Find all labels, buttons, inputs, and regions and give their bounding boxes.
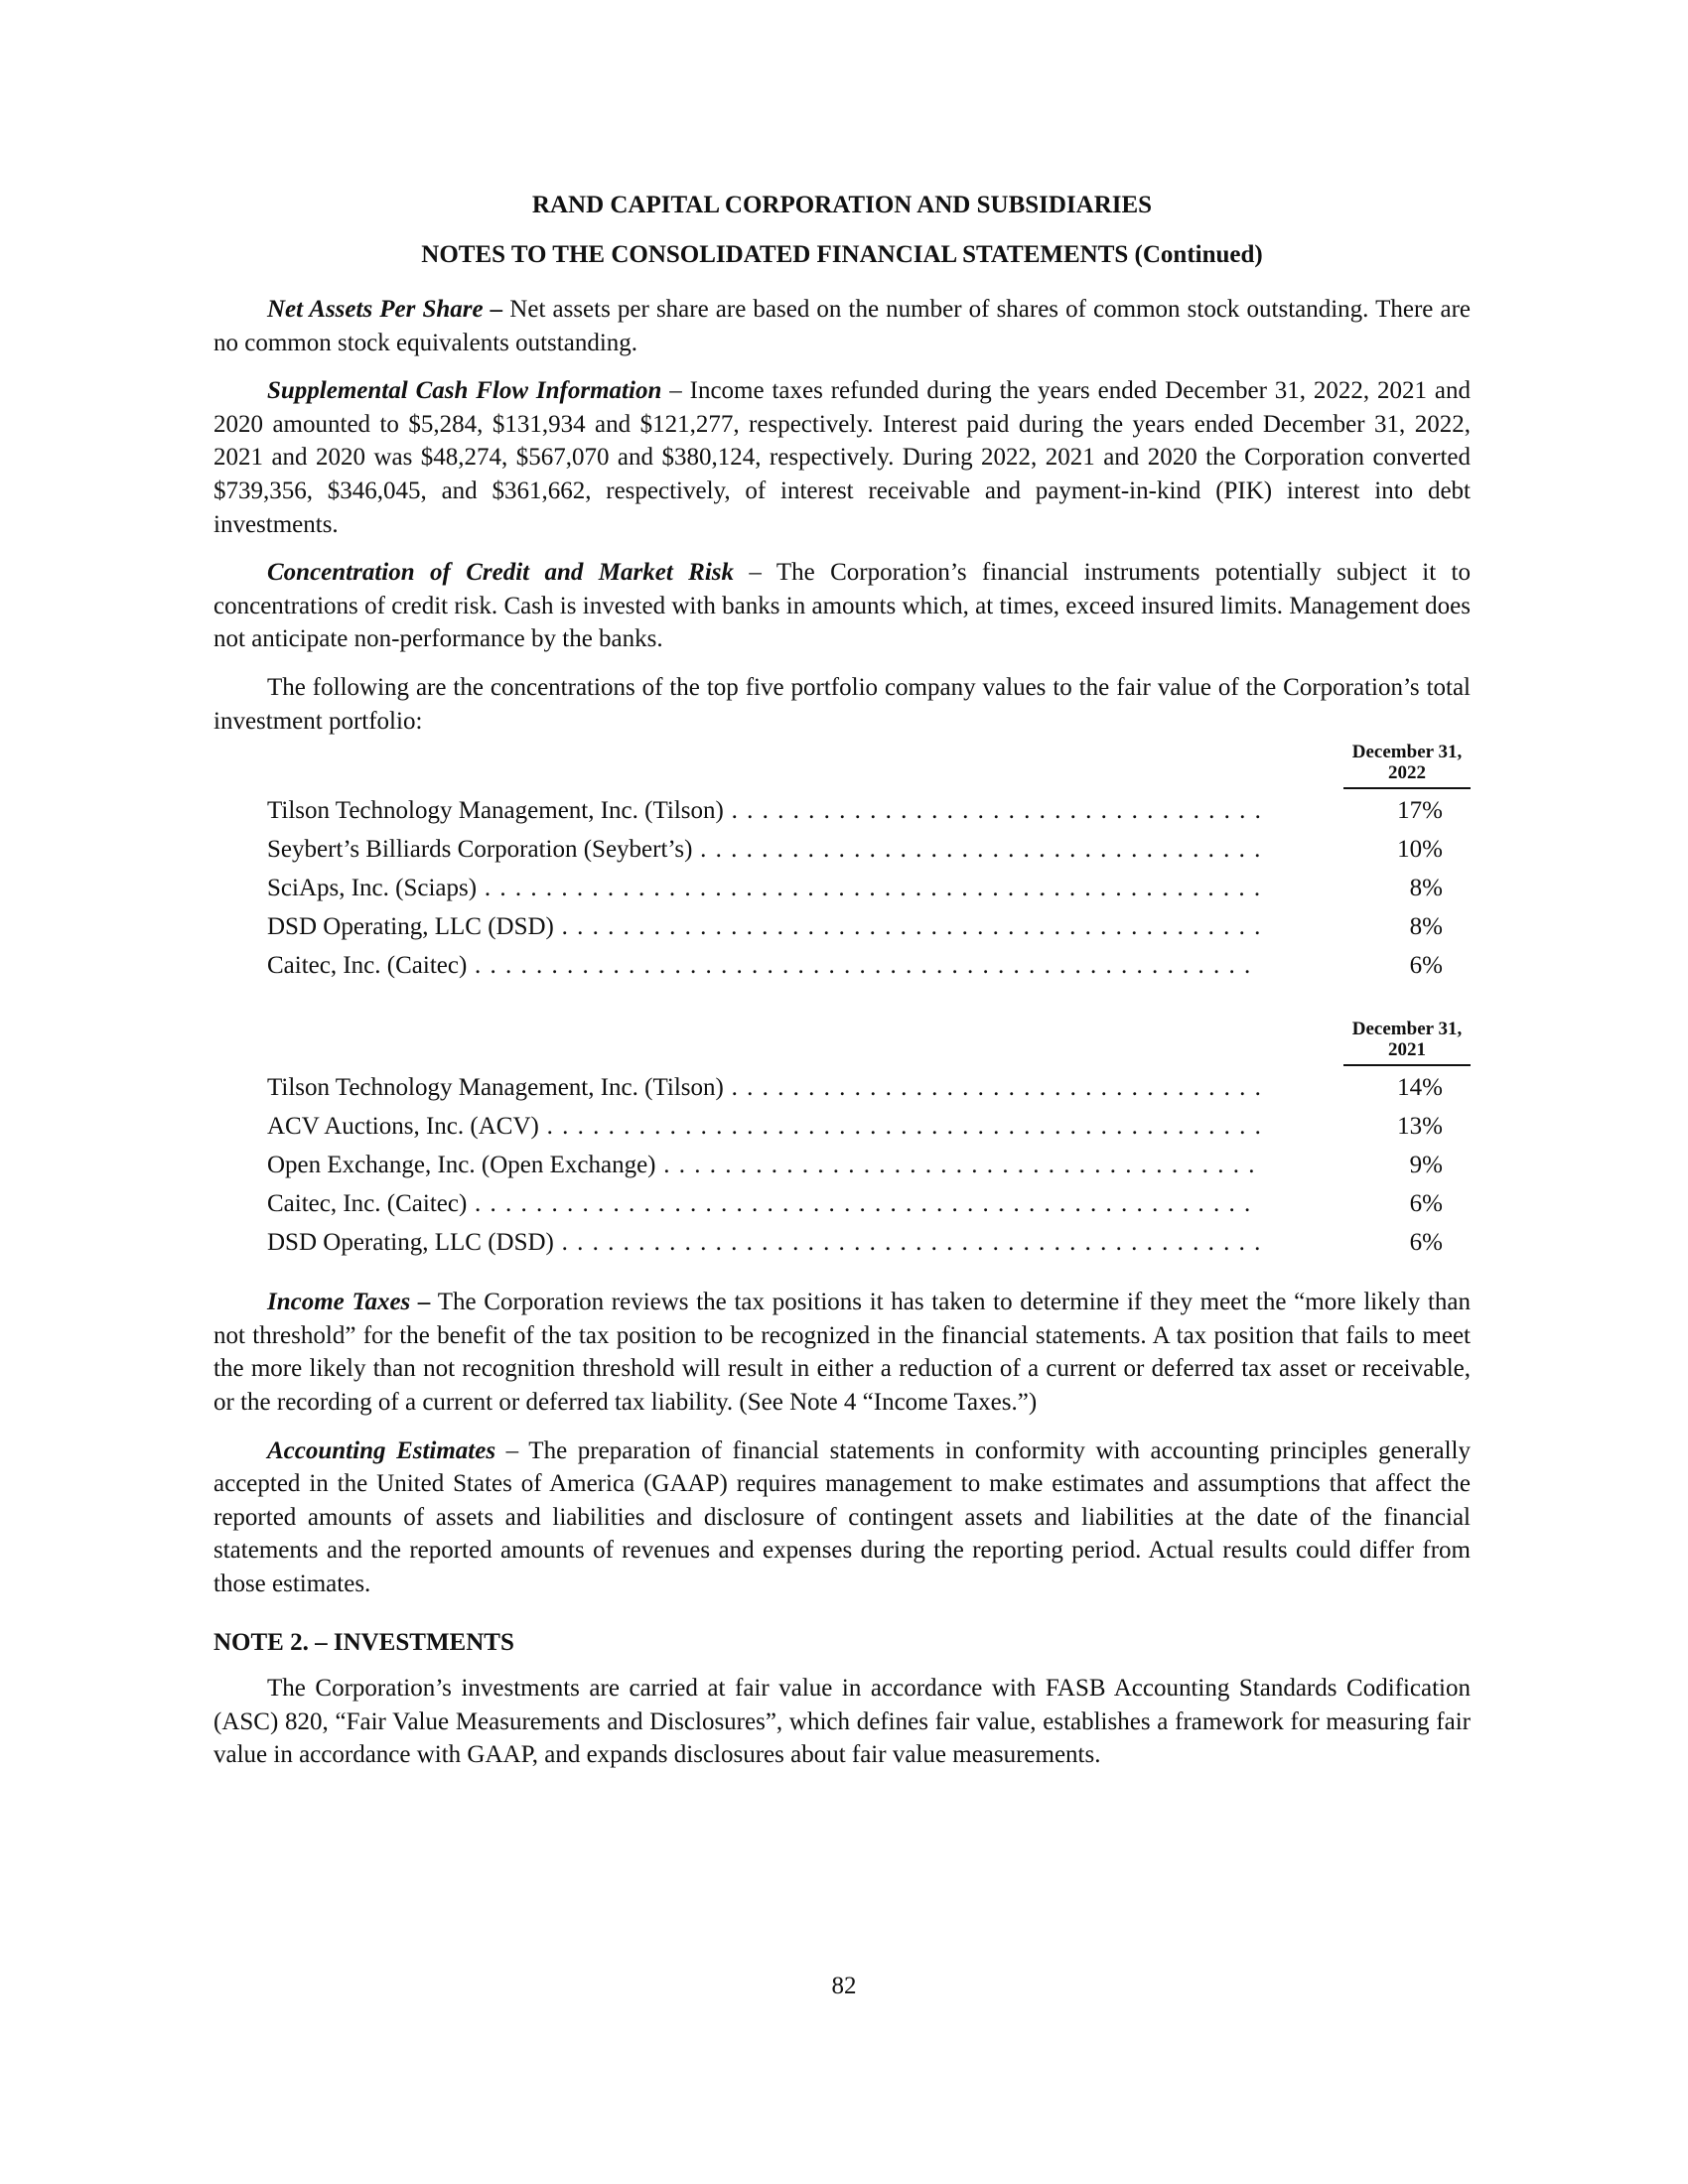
cash-flow-text: – Income taxes refunded during the years ended December 31, 2022, 2021 and 2020 amounted to $5,284, $131,934 and $121,277, respectively. Interest paid during the years ended December 31, 2022, 2021 and 2020 was $48,274, $567,070 and $380,124, respectively. During 2022, 2021 and 2020 the Corporation converted $739,356, $346,045, and $361,662, respectively, of interest receivable and payment-in-kind (PIK) interest into debt investments. [213, 377, 1472, 538]
table-row [267, 1107, 1471, 1146]
row-percentage: 6% [1409, 1229, 1443, 1257]
credit-risk-text: – The Corporation’s financial instruments potentially subject it to concentrations of credit risk. Cash is invested with banks in amounts which, at times, exceed insured limits. Management does not anticipate non-performance by the banks. [213, 559, 1471, 653]
row-percentage: 9% [1409, 1152, 1443, 1179]
header-year-line: 2022 [1388, 762, 1426, 784]
estimates-paragraph [213, 1434, 1471, 1601]
estimates-text: – The preparation of financial statements in conformity with accounting principles generally accepted in the United States of America (GAAP) requires management to make estimates and assumptions that affect the reported amounts of assets and liabilities and disclosure of contingent assets and liabilities at the date of the financial statements and the reported amounts of revenues and expenses during the reporting period. Actual results could differ from those estimates. [213, 1436, 1471, 1597]
column-header-2021 [1343, 1019, 1471, 1066]
credit-risk-lead: Concentration of Credit and Market Risk [267, 559, 735, 587]
row-percentage: 8% [1409, 913, 1443, 941]
row-percentage: 6% [1409, 952, 1443, 980]
table-row [267, 946, 1471, 985]
table-header-2022 [267, 740, 1471, 791]
company-title: RAND CAPITAL CORPORATION AND SUBSIDIARIES [531, 192, 1153, 218]
header-date-line: December 31, [1351, 1019, 1463, 1040]
row-percentage: 10% [1397, 836, 1443, 864]
row-company-name: Tilson Technology Management, Inc. (Tilson) [267, 1074, 724, 1102]
row-company-name: SciAps, Inc. (Sciaps) [267, 875, 478, 902]
header-date-line: December 31, [1351, 742, 1463, 763]
row-percentage: 17% [1397, 797, 1443, 825]
income-taxes-lead: Income Taxes – [267, 1289, 431, 1316]
row-company-name: Caitec, Inc. (Caitec) [267, 1190, 468, 1218]
table-row [267, 869, 1471, 907]
table-row [267, 907, 1471, 946]
row-company-name: Open Exchange, Inc. (Open Exchange) [267, 1152, 656, 1179]
net-assets-text: Net assets per share are based on the number of shares of common stock outstanding. There are no common stock equivalents outstanding. [213, 296, 1471, 356]
cash-flow-paragraph [213, 374, 1471, 541]
section-subtitle: NOTES TO THE CONSOLIDATED FINANCIAL STATEMENTS (Continued) [421, 241, 1263, 268]
header-year-line: 2021 [1388, 1039, 1426, 1061]
row-company-name: DSD Operating, LLC (DSD) [267, 913, 554, 941]
note-2-paragraph: The Corporation’s investments are carried at fair value in accordance with FASB Accounting Standards Codification (ASC) 820, “Fair Value Measurements and Disclosures”, which defines fair value, establishes a framework for measuring fair value in accordance with GAAP, and expands disclosures about fair value measurements. [213, 1675, 1471, 1769]
table-row [267, 1146, 1471, 1184]
row-company-name: Seybert’s Billiards Corporation (Seybert’s) [267, 836, 693, 864]
table-row [267, 791, 1471, 830]
row-percentage: 14% [1397, 1074, 1443, 1102]
credit-risk-paragraph [213, 556, 1471, 656]
concentration-table-2021 [267, 1017, 1471, 1262]
table-row [267, 830, 1471, 869]
table-header-2021 [267, 1017, 1471, 1068]
row-company-name: Caitec, Inc. (Caitec) [267, 952, 468, 980]
row-company-name: Tilson Technology Management, Inc. (Tilson) [267, 797, 724, 825]
page-number: 82 [831, 1973, 857, 1999]
estimates-lead: Accounting Estimates [267, 1436, 496, 1464]
table-row [267, 1184, 1471, 1223]
row-percentage: 6% [1409, 1190, 1443, 1218]
income-taxes-text: The Corporation reviews the tax positions it has taken to determine if they meet the “more likely than not threshold” for the benefit of the tax position to be recognized in the financial statements. A tax position that fails to meet the more likely than not recognition threshold will result in either a reduction of a current or deferred tax asset or receivable, or the recording of a current or deferred tax liability. (See Note 4 “Income Taxes.”) [213, 1289, 1471, 1416]
document-page [213, 189, 1471, 1772]
net-assets-lead: Net Assets Per Share – [267, 296, 503, 323]
row-company-name: ACV Auctions, Inc. (ACV) [267, 1113, 539, 1141]
income-taxes-paragraph [213, 1286, 1471, 1419]
cash-flow-lead: Supplemental Cash Flow Information [267, 377, 662, 405]
concentration-intro: The following are the concentrations of the top five portfolio company values to the fair value of the Corporation’s total investment portfolio: [213, 673, 1471, 735]
row-percentage: 13% [1397, 1113, 1443, 1141]
note-2-heading: NOTE 2. – INVESTMENTS [213, 1629, 514, 1657]
table-row [267, 1068, 1471, 1107]
row-company-name: DSD Operating, LLC (DSD) [267, 1229, 554, 1257]
row-percentage: 8% [1409, 875, 1443, 902]
column-header-2022 [1343, 742, 1471, 789]
net-assets-paragraph [213, 293, 1471, 359]
concentration-table-2022 [267, 740, 1471, 985]
table-spacer [213, 985, 1471, 1015]
table-row [267, 1223, 1471, 1262]
